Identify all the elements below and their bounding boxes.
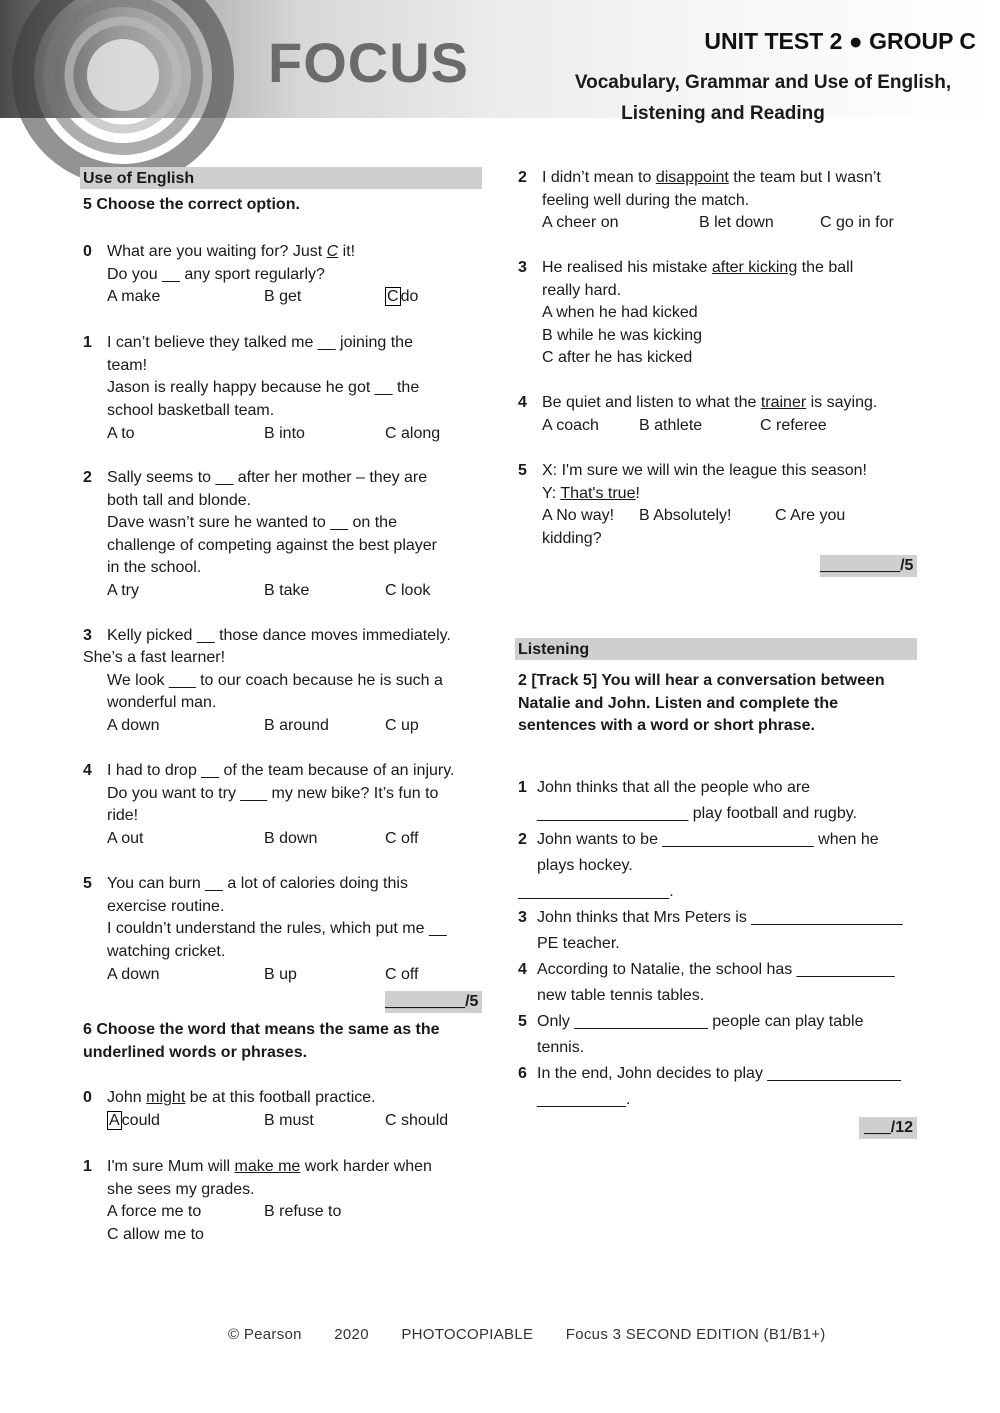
listening-instruction: 2 [Track 5] You will hear a conversation between Natalie and John. Listen and complete the sentences with a word or short phrase. <box>518 672 885 734</box>
option-c: C after he has kicked <box>542 349 693 366</box>
option-c: C off <box>385 966 419 983</box>
option-c: C up <box>385 717 419 734</box>
example-answer: C <box>326 243 339 260</box>
option-a: A out <box>107 830 144 847</box>
option-a: A force me to <box>107 1203 202 1220</box>
option-c: C off <box>385 830 419 847</box>
option-b: B let down <box>699 214 774 231</box>
option-a: A No way! <box>542 507 615 524</box>
question-number: 0 <box>83 243 92 260</box>
option-c-selected: C do <box>387 288 419 305</box>
option-c: C go in for <box>820 214 894 231</box>
footer-year: 2020 <box>334 1326 369 1343</box>
option-b: B while he was kicking <box>542 326 703 344</box>
option-b: B take <box>264 582 310 599</box>
option-a: A cheer on <box>542 214 619 231</box>
exercise-6-instruction: 6 Choose the word that means the same as the underlined words or phrases. <box>83 1021 440 1061</box>
option-a: A make <box>107 288 161 305</box>
footer-photocopiable: PHOTOCOPIABLE <box>401 1326 534 1343</box>
option-c-continued: kidding? <box>542 530 602 547</box>
exercise-5-instruction: 5 Choose the correct option. <box>83 196 300 213</box>
section-title-listening: Listening <box>515 638 917 660</box>
option-a: A to <box>107 425 135 442</box>
option-b: B get <box>264 288 302 305</box>
option-b: B into <box>264 425 305 442</box>
option-a: A try <box>107 582 140 599</box>
footer-copyright: © Pearson <box>228 1326 302 1343</box>
footer-edition: Focus 3 SECOND EDITION (B1/B1+) <box>565 1326 826 1343</box>
option-a: A down <box>107 717 160 734</box>
option-b: B up <box>264 966 297 983</box>
option-c: C Are you <box>775 507 846 524</box>
ex6-score-box: _________/5 <box>820 555 917 577</box>
subtitle-line-2: Listening and Reading <box>621 103 825 124</box>
unit-title: UNIT TEST 2 ● GROUP C <box>704 28 976 54</box>
option-a: A when he had kicked <box>542 304 698 321</box>
listening-score-box: ___/12 <box>859 1117 917 1139</box>
option-b: B around <box>264 717 329 734</box>
option-c: C referee <box>760 417 827 434</box>
option-b: B must <box>264 1112 314 1129</box>
option-a: A down <box>107 966 160 983</box>
option-b: B Absolutely! <box>639 507 732 524</box>
option-b: B refuse to <box>264 1203 342 1220</box>
option-c: C allow me to <box>107 1226 204 1243</box>
page-footer <box>228 1326 854 1343</box>
focus-logo: FOCUS <box>268 31 469 94</box>
option-b: B down <box>264 830 318 847</box>
option-c: C look <box>385 582 431 599</box>
option-a: A coach <box>542 417 599 434</box>
option-a-selected: A could <box>109 1112 160 1129</box>
ex5-score-box: _________/5 <box>385 991 482 1013</box>
option-b: B athlete <box>639 417 703 434</box>
option-c: C should <box>385 1112 449 1129</box>
option-c: C along <box>385 425 441 442</box>
focus-ring-graphic <box>8 0 238 190</box>
section-title-use-of-english: Use of English <box>80 167 482 189</box>
subtitle-line-1: Vocabulary, Grammar and Use of English, <box>574 72 952 93</box>
